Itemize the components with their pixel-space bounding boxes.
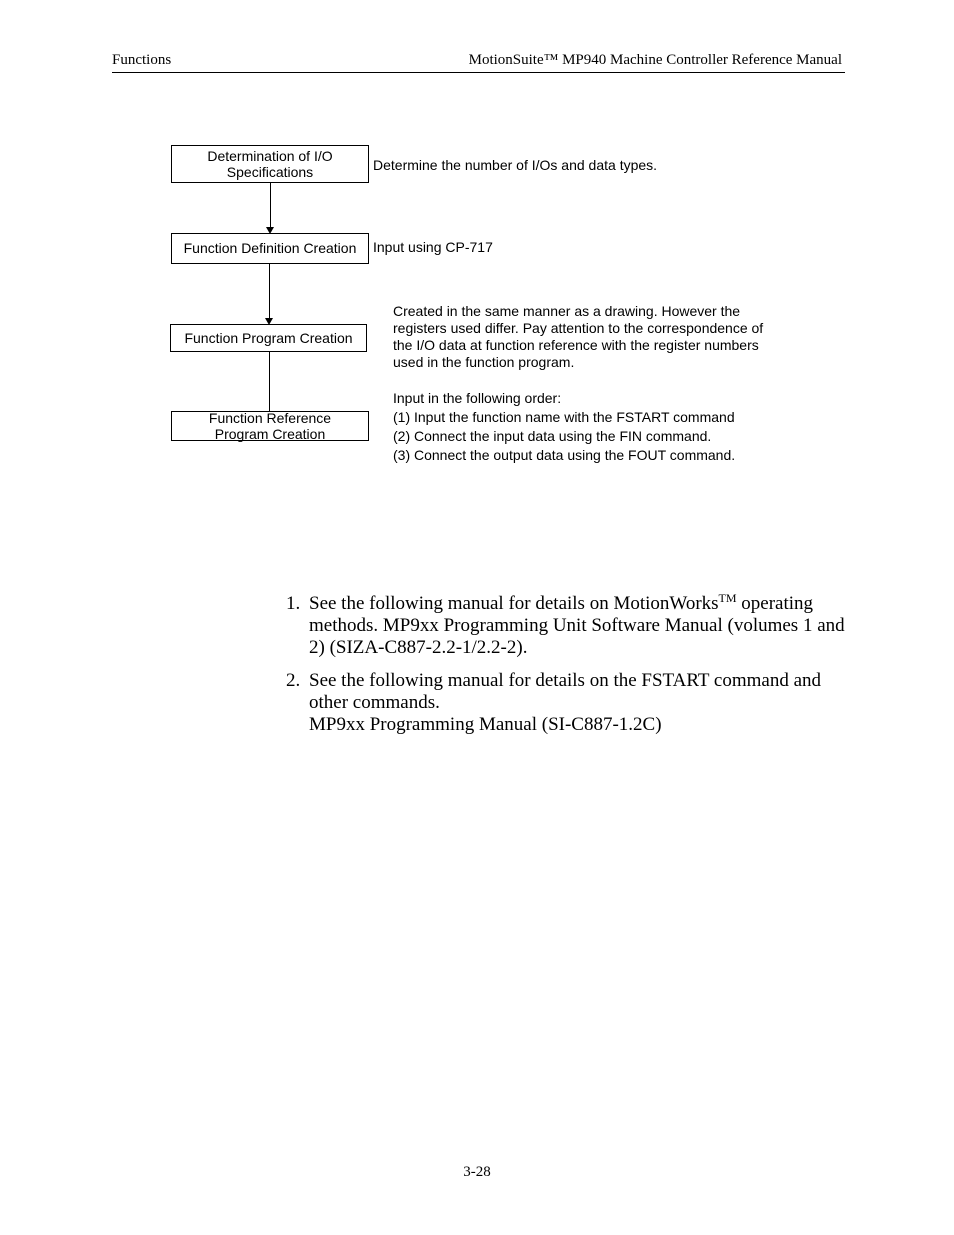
flow-note-function-reference [393,390,735,464]
reference-notes-list [286,593,846,747]
flow-note-line: used in the function program. [393,354,575,370]
note-text [309,670,846,736]
page-number: 3-28 [463,1164,491,1180]
flow-note-heading: Input in the following order: [393,390,562,406]
note-text-part: operating [736,593,814,614]
note-text [309,593,846,659]
flow-note-function-definition: Input using CP-717 [373,239,493,255]
flow-note-line: the I/O data at function reference with the register numbers [393,337,759,353]
flow-box-function-program [170,324,367,352]
header-section-title: Functions [112,52,172,68]
flow-note-line: Created in the same manner as a drawing. However the [393,303,741,319]
note-number: 1. [286,593,301,614]
flow-note-step: (2) Connect the input data using the FIN command. [393,428,712,444]
note-text-part: methods. MP9xx Programming Unit Software Manual (volumes 1 and 2) (SIZA-C887-2.2-1/2.2-2). [309,615,845,658]
flow-box-label: Function Definition Creation [183,240,357,256]
note-number: 2. [286,670,301,691]
flow-connector [269,264,270,319]
note-text-part: See the following manual for details on MotionWorks [309,593,719,614]
flow-note-line: registers used differ. Pay attention to the correspondence of [393,320,764,336]
flow-box-label-line: Function Reference [208,410,332,426]
flow-note-function-program [393,303,793,371]
flow-note-io-specifications: Determine the number of I/Os and data types. [373,157,658,173]
note-text-part: MP9xx Programming Manual (SI-C887-1.2C) [309,714,662,735]
reference-note [286,593,846,659]
header-divider [112,72,845,73]
note-text-part: See the following manual for details on the FSTART command and other commands. [309,670,822,713]
trademark-superscript: TM [718,591,737,605]
flow-box-label-line: Determination of I/O [207,148,333,164]
header-manual-title: MotionSuite™ MP940 Machine Controller Reference Manual [468,52,842,68]
flow-box-io-specifications [171,145,369,183]
flow-box-function-definition [171,233,369,264]
flow-connector [269,352,270,411]
flow-connector [270,183,271,228]
flow-box-label-line: Program Creation [214,426,326,442]
flow-note-step: (3) Connect the output data using the FOUT command. [393,447,736,463]
flow-note-step: (1) Input the function name with the FSTART command [393,409,735,425]
flow-box-function-reference [171,411,369,441]
reference-note [286,670,846,736]
flow-box-label: Function Program Creation [184,329,353,346]
flow-box-label-line: Specifications [226,164,314,180]
